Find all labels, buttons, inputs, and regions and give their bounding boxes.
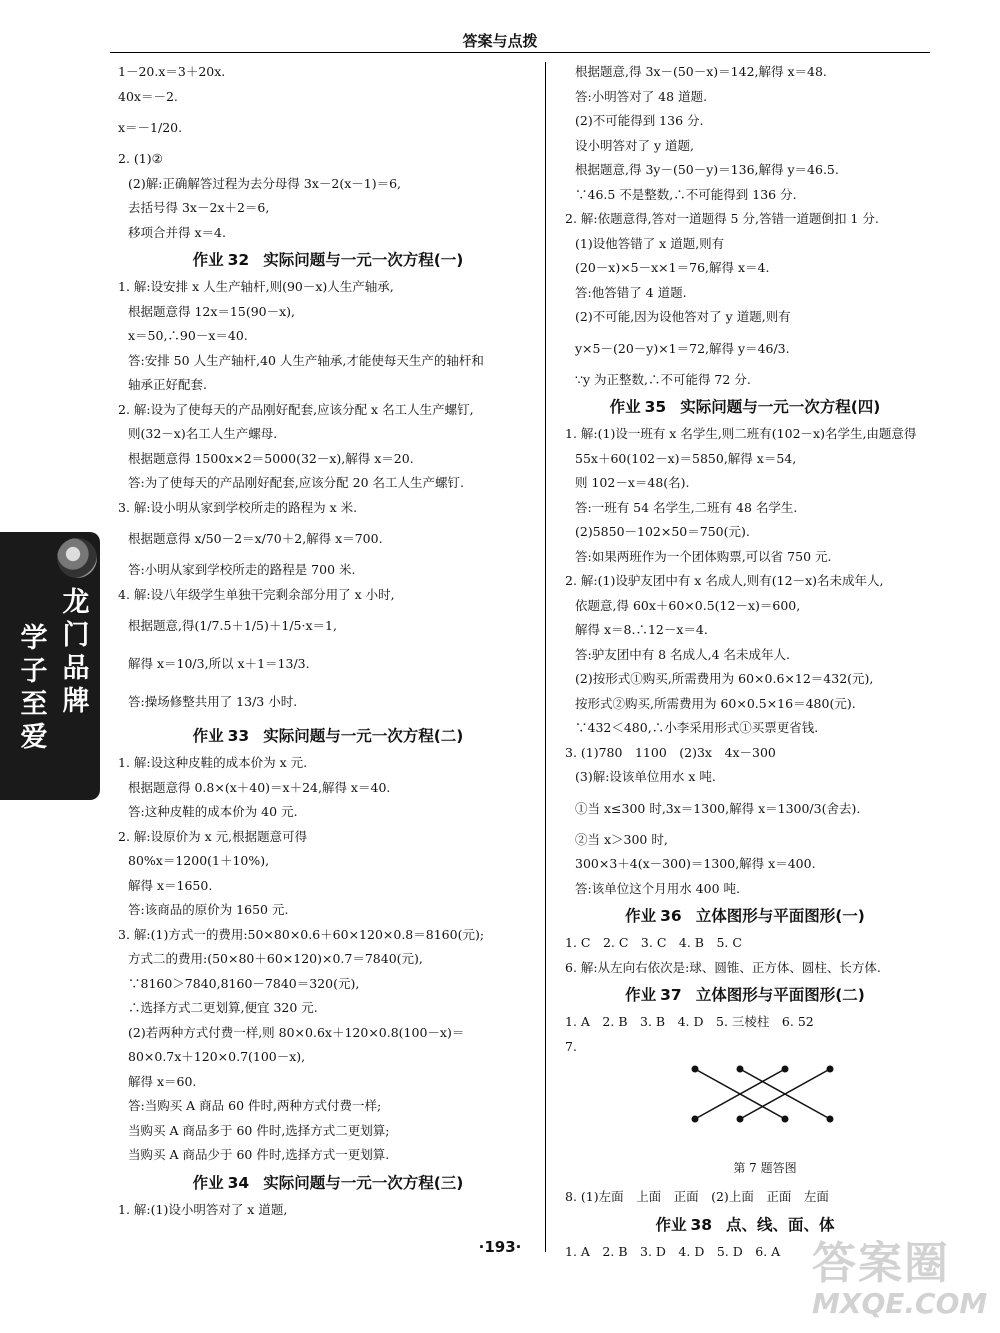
text-line: ∵8160＞7840,8160－7840＝320(元), xyxy=(128,975,360,991)
text-line: 7. xyxy=(565,1038,577,1054)
section-number: 37 xyxy=(660,986,682,1004)
section-heading-37 xyxy=(565,980,925,1010)
text-line: 答:该单位这个月用水 400 吨. xyxy=(575,880,740,896)
text-line: 当购买 A 商品多于 60 件时,选择方式二更划算; xyxy=(128,1122,390,1138)
answer-diagram-7 xyxy=(565,1059,925,1151)
text-line: 根据题意得 0.8×(x＋40)＝x＋24,解得 x＝40. xyxy=(128,779,391,795)
text-line: 解得 x＝8.∴12－x＝4. xyxy=(575,622,708,637)
text-line: 80%x＝1200(1＋10%), xyxy=(128,853,270,868)
text-line: 答:这种皮鞋的成本价为 40 元. xyxy=(128,804,298,819)
section-title: 实际问题与一元一次方程(二) xyxy=(263,727,464,745)
text-line: 答:操场修整共用了 13/3 小时. xyxy=(128,694,298,709)
section-heading-33 xyxy=(118,721,538,751)
watermark-line-2: MXQE.COM xyxy=(812,1287,988,1320)
text-line: 55x＋60(102－x)＝5850,解得 x＝54, xyxy=(575,450,797,466)
section-title: 立体图形与平面图形(一) xyxy=(695,907,865,925)
text-line: (3)解:设该单位用水 x 吨. xyxy=(575,769,716,784)
text-line: ①当 x≤300 时,3x＝1300,解得 x＝1300/3(舍去). xyxy=(575,800,861,816)
text-line: 答:小明答对了 48 道题. xyxy=(575,88,708,104)
header-rule xyxy=(110,52,930,53)
brand-logo-icon xyxy=(57,538,97,578)
text-line: 1. 解:设安排 x 人生产轴杆,则(90－x)人生产轴承, xyxy=(118,279,394,294)
text-line: ∵432＜480,∴小李采用形式①买票更省钱. xyxy=(575,720,819,735)
page-number: ·193· xyxy=(478,1238,522,1256)
text-line: 去括号得 3x－2x＋2＝6, xyxy=(128,200,270,215)
text-line: 依题意,得 60x＋60×0.5(12－x)＝600, xyxy=(575,597,801,613)
text-line: 答:一班有 54 名学生,二班有 48 名学生. xyxy=(575,499,798,515)
section-title: 点、线、面、体 xyxy=(726,1215,835,1234)
text-line: 6. 解:从左向右依次是:球、圆锥、正方体、圆柱、长方体. xyxy=(565,959,881,975)
text-line: (1)设他答错了 x 道题,则有 xyxy=(575,235,725,251)
text-line: (2)不可能,因为设他答对了 y 道题,则有 xyxy=(575,309,791,324)
matching-lines-diagram xyxy=(685,1059,855,1129)
text-line: x＝50,∴90－x＝40. xyxy=(128,328,248,343)
text-line: 方式二的费用:(50×80＋60×120)×0.7＝7840(元), xyxy=(128,951,423,966)
page-header-title: 答案与点拨 xyxy=(462,32,538,50)
section-number: 35 xyxy=(644,398,667,416)
text-line: 则 102－x＝48(名). xyxy=(575,475,690,490)
text-line: 4. 解:设八年级学生单独干完剩余部分用了 x 小时, xyxy=(118,586,395,602)
right-column xyxy=(565,60,925,1264)
section-heading-36 xyxy=(565,901,925,931)
section-heading-32 xyxy=(118,245,538,275)
text-line: 答:该商品的原价为 1650 元. xyxy=(128,902,289,917)
text-line: 1－20.x＝3＋20x. xyxy=(118,64,226,79)
text-line: y×5－(20－y)×1＝72,解得 y＝46/3. xyxy=(575,340,790,356)
text-line: 1. A 2. B 3. B 4. D 5. 三棱柱 6. 52 xyxy=(565,1014,814,1029)
section-heading-38 xyxy=(565,1210,925,1240)
section-title: 实际问题与一元一次方程(三) xyxy=(263,1173,464,1192)
section-number: 33 xyxy=(227,727,250,745)
text-line: 答:小明从家到学校所走的路程是 700 米. xyxy=(128,562,356,577)
text-line: 40x＝－2. xyxy=(118,88,178,104)
text-line: 2. (1)② xyxy=(118,151,163,166)
text-line: 1. A 2. B 3. D 4. D 5. D 6. A xyxy=(565,1243,781,1259)
text-line: 根据题意得 x/50－2＝x/70＋2,解得 x＝700. xyxy=(128,531,383,546)
section-number: 32 xyxy=(227,251,250,269)
section-number: 36 xyxy=(660,907,682,925)
text-line: 300×3＋4(x－300)＝1300,解得 x＝400. xyxy=(575,856,816,871)
text-line: (2)若两种方式付费一样,则 80×0.6x＋120×0.8(100－x)＝ xyxy=(128,1024,465,1040)
text-line: 2. 解:设为了使每天的产品刚好配套,应该分配 x 名工人生产螺钉, xyxy=(118,401,474,417)
text-line: 1. C 2. C 3. C 4. B 5. C xyxy=(565,935,742,950)
text-line: 根据题意得 12x＝15(90－x), xyxy=(128,303,296,319)
text-line: x＝－1/20. xyxy=(118,120,183,135)
text-line: ∴选择方式二更划算,便宜 320 元. xyxy=(128,1000,318,1015)
text-line: 1. 解:设这种皮鞋的成本价为 x 元. xyxy=(118,755,308,770)
text-line: 解得 x＝1650. xyxy=(128,877,213,893)
brand-line-2: 学子至爱 xyxy=(20,623,48,753)
section-label: 作业 xyxy=(655,1215,687,1234)
text-line: 2. 解:依题意得,答对一道题得 5 分,答错一道题倒扣 1 分. xyxy=(565,211,879,226)
text-line: (20－x)×5－x×1＝76,解得 x＝4. xyxy=(575,260,770,275)
section-title: 实际问题与一元一次方程(四) xyxy=(680,398,881,416)
column-divider xyxy=(545,62,546,1252)
left-column xyxy=(118,60,538,1222)
text-line: ∵46.5 不是整数,∴不可能得到 136 分. xyxy=(575,186,797,202)
brand-line-1: 龙门品牌 xyxy=(62,587,90,717)
text-line: 轴承正好配套. xyxy=(128,377,207,392)
text-line: (2)按形式①购买,所需费用为 60×0.6×12＝432(元), xyxy=(575,671,874,686)
section-heading-34 xyxy=(118,1168,538,1198)
section-label: 作业 xyxy=(625,986,657,1004)
text-line: 1. 解:(1)设一班有 x 名学生,则二班有(102－x)名学生,由题意得 xyxy=(565,426,917,441)
text-line: 答:他答错了 4 道题. xyxy=(575,284,687,300)
section-heading-35 xyxy=(565,392,925,422)
text-line: 3. 解:设小明从家到学校所走的路程为 x 米. xyxy=(118,499,358,515)
text-line: 2. 解:设原价为 x 元,根据题意可得 xyxy=(118,828,308,844)
text-line: (2)5850－102×50＝750(元). xyxy=(575,524,750,539)
text-line: ∵y 为正整数,∴不可能得 72 分. xyxy=(575,371,751,387)
section-label: 作业 xyxy=(625,907,657,925)
text-line: 1. 解:(1)设小明答对了 x 道题, xyxy=(118,1201,288,1217)
text-line: 按形式②购买,所需费用为 60×0.5×16＝480(元). xyxy=(575,695,856,711)
text-line: 答:当购买 A 商品 60 件时,两种方式付费一样; xyxy=(128,1098,382,1113)
text-line: 移项合并得 x＝4. xyxy=(128,224,226,240)
section-title: 实际问题与一元一次方程(一) xyxy=(263,251,464,269)
text-line: (2)解:正确解答过程为去分母得 3x－2(x－1)＝6, xyxy=(128,175,402,191)
text-line: 根据题意得 1500x×2＝5000(32－x),解得 x＝20. xyxy=(128,450,414,466)
text-line: 根据题意,得 3y－(50－y)＝136,解得 y＝46.5. xyxy=(575,162,839,177)
text-line: 根据题意,得(1/7.5＋1/5)＋1/5·x＝1, xyxy=(128,618,337,633)
section-label: 作业 xyxy=(192,1173,224,1192)
text-line: 80×0.7x＋120×0.7(100－x), xyxy=(128,1049,306,1064)
section-label: 作业 xyxy=(192,251,224,269)
text-line: 当购买 A 商品少于 60 件时,选择方式一更划算. xyxy=(128,1147,390,1162)
section-number: 34 xyxy=(227,1173,250,1192)
figure-caption: 第 7 题答图 xyxy=(733,1161,797,1175)
text-line: 3. (1)780 1100 (2)3x 4x－300 xyxy=(565,744,776,760)
text-line: 2. 解:(1)设驴友团中有 x 名成人,则有(12－x)名未成年人, xyxy=(565,573,884,588)
section-label: 作业 xyxy=(609,398,641,416)
text-line: 根据题意,得 3x－(50－x)＝142,解得 x＝48. xyxy=(575,64,827,79)
brand-tab xyxy=(0,532,100,800)
text-line: 解得 x＝60. xyxy=(128,1073,197,1089)
text-line: 答:为了使每天的产品刚好配套,应该分配 20 名工人生产螺钉. xyxy=(128,475,465,490)
text-line: 3. 解:(1)方式一的费用:50×80×0.6＋60×120×0.8＝8160(元); xyxy=(118,926,485,942)
text-line: 8. (1)左面 上面 正面 (2)上面 正面 左面 xyxy=(565,1189,829,1204)
text-line: (2)不可能得到 136 分. xyxy=(575,113,704,128)
text-line: ②当 x＞300 时, xyxy=(575,831,668,847)
text-line: 答:安排 50 人生产轴杆,40 人生产轴承,才能使每天生产的轴杆和 xyxy=(128,352,484,368)
section-title: 立体图形与平面图形(二) xyxy=(695,986,865,1004)
text-line: 解得 x＝10/3,所以 x＋1＝13/3. xyxy=(128,656,310,671)
text-line: 则(32－x)名工人生产螺母. xyxy=(128,426,278,441)
watermark-line-1: 答案圈 xyxy=(812,1238,950,1289)
watermark xyxy=(812,1240,992,1330)
text-line: 设小明答对了 y 道题, xyxy=(575,137,694,153)
text-line: 答:驴友团中有 8 名成人,4 名未成年人. xyxy=(575,646,790,662)
section-number: 38 xyxy=(690,1215,713,1234)
section-label: 作业 xyxy=(192,727,224,745)
text-line: 答:如果两班作为一个团体购票,可以省 750 元. xyxy=(575,548,832,564)
